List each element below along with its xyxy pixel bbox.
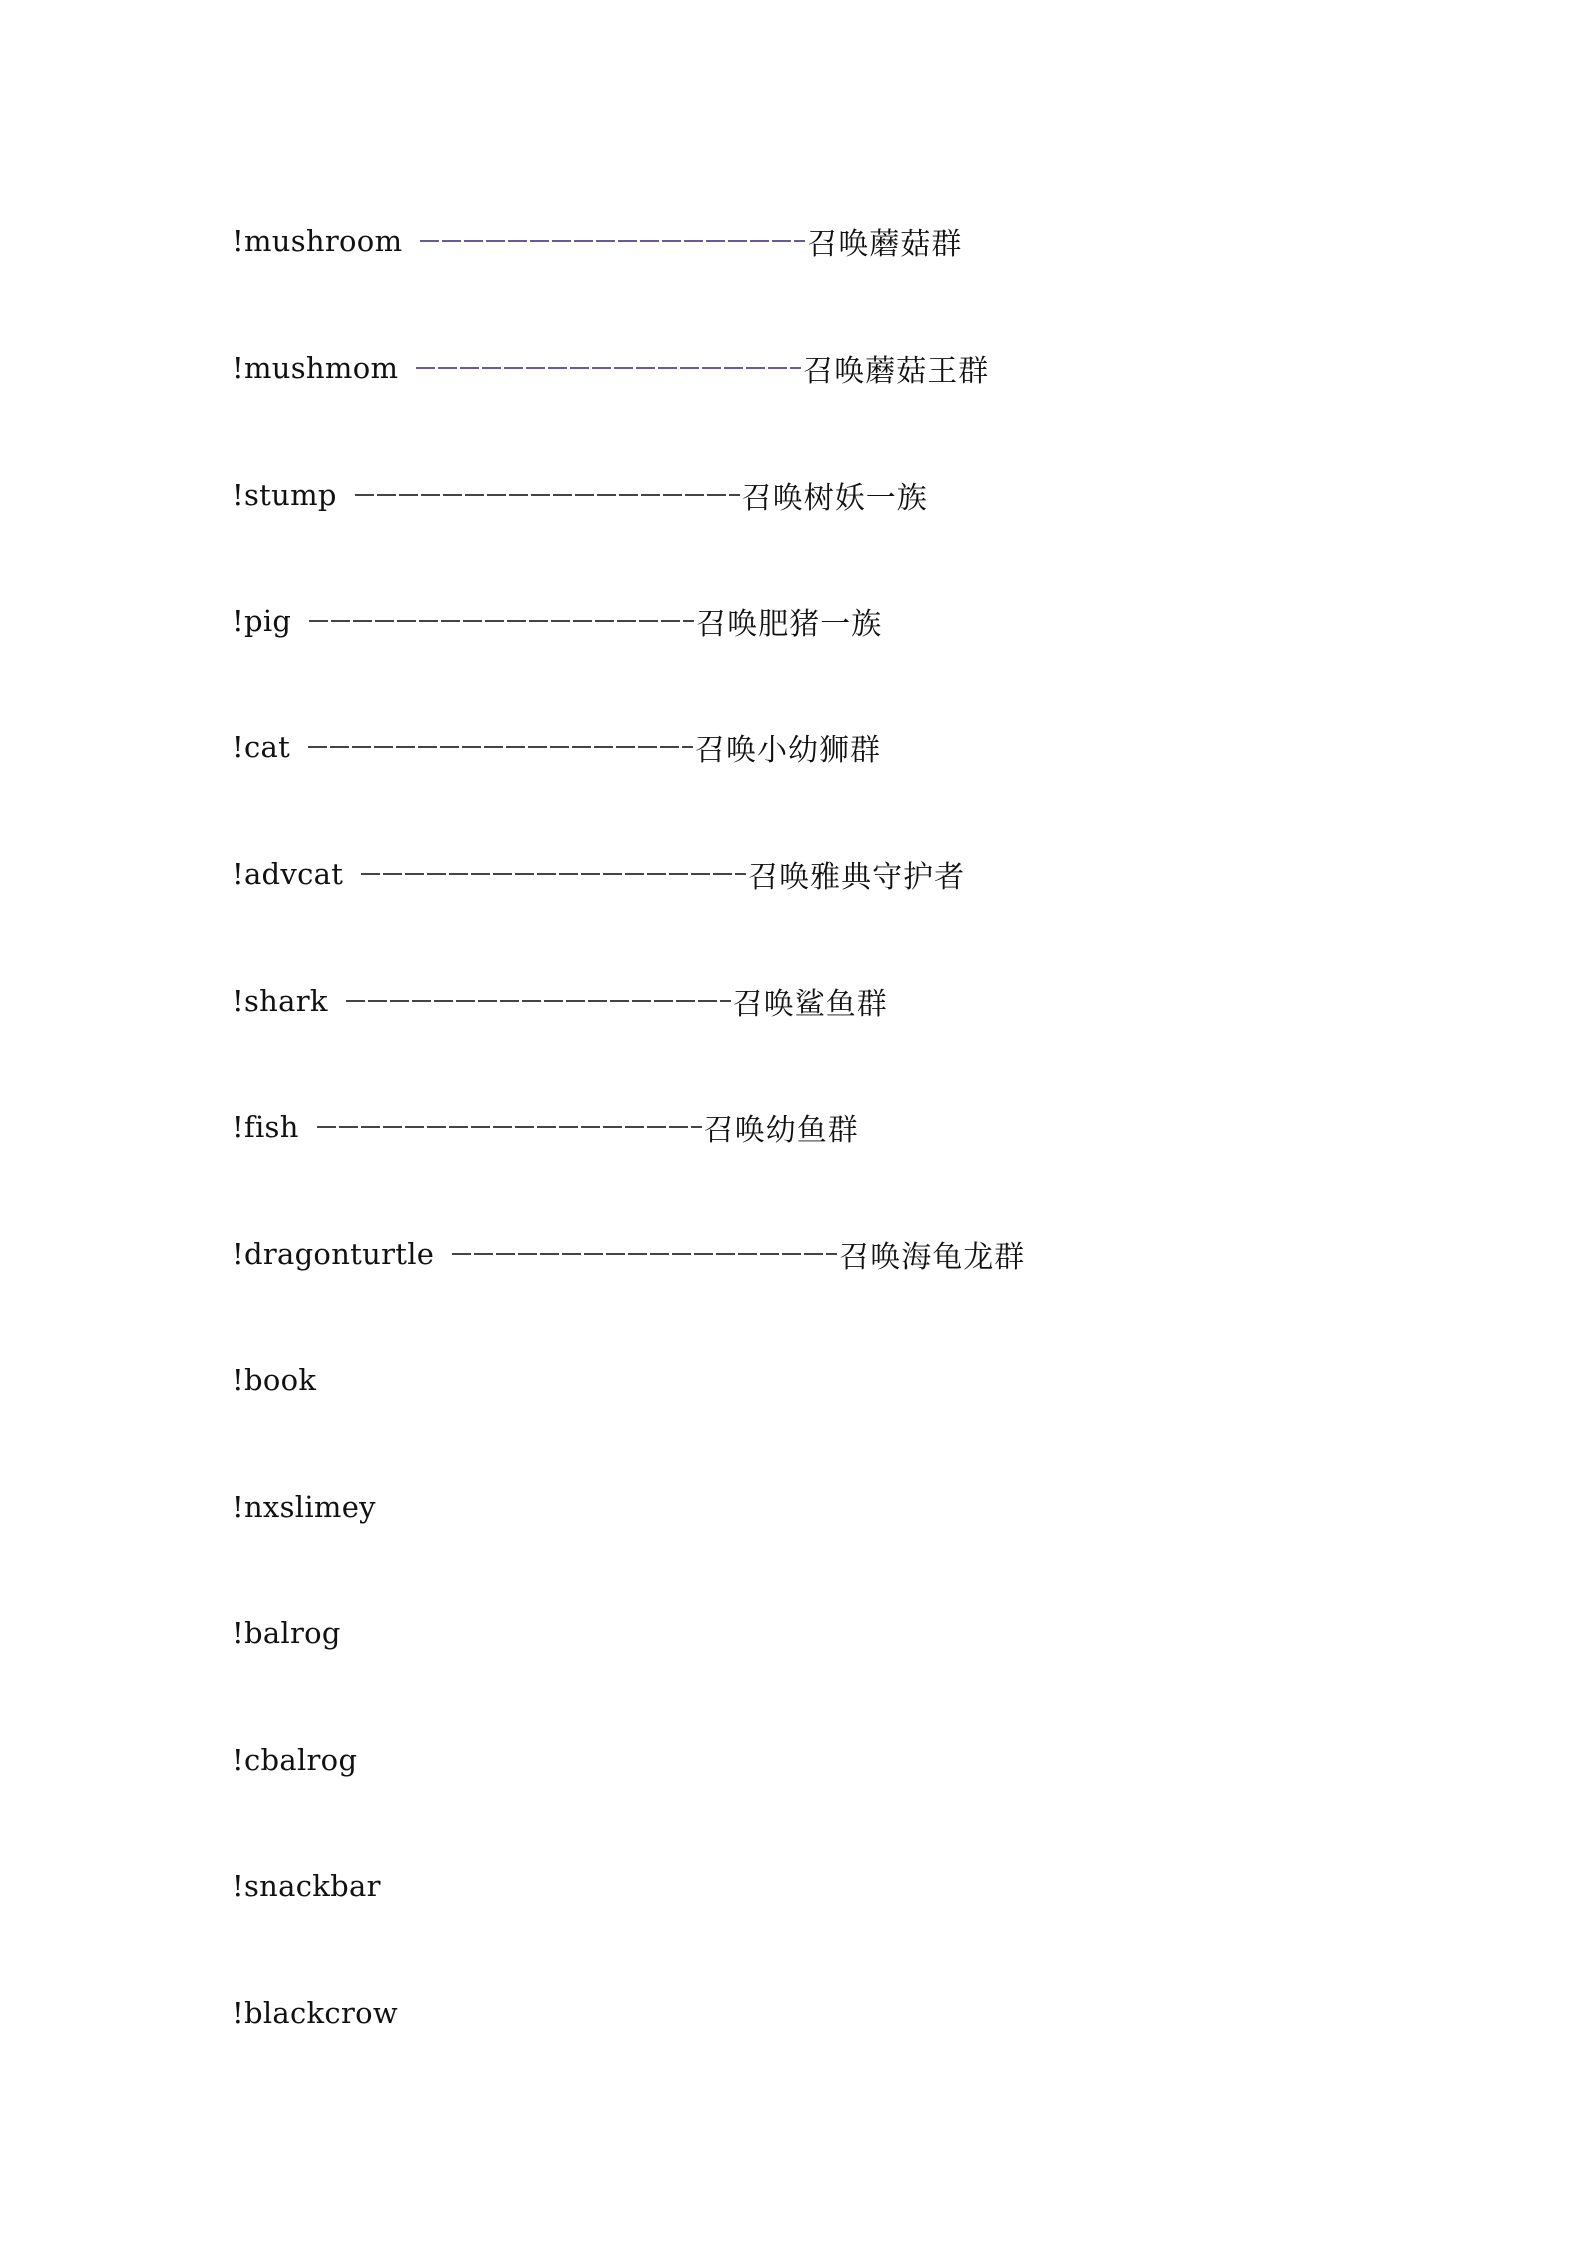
command-text: !nxslimey bbox=[232, 1490, 376, 1524]
command-text: !dragonturtle bbox=[232, 1237, 435, 1271]
command-text: !fish bbox=[232, 1110, 299, 1144]
dash-separator bbox=[346, 1000, 731, 1002]
dash-separator bbox=[361, 873, 746, 875]
command-line-dragonturtle bbox=[232, 1232, 1025, 1276]
command-text: !balrog bbox=[232, 1616, 341, 1650]
command-description: 召唤小幼狮群 bbox=[695, 733, 882, 768]
command-line-pig bbox=[232, 599, 882, 643]
command-line-shark bbox=[232, 979, 888, 1023]
command-text: !cbalrog bbox=[232, 1743, 358, 1777]
dash-separator bbox=[355, 494, 740, 496]
command-text: !book bbox=[232, 1363, 317, 1397]
command-text: !blackcrow bbox=[232, 1996, 398, 2030]
command-text: !mushroom bbox=[232, 224, 403, 258]
command-text: !pig bbox=[232, 604, 292, 638]
command-line-blackcrow bbox=[232, 1991, 398, 2035]
command-line-book bbox=[232, 1358, 316, 1402]
command-text: !cat bbox=[232, 730, 291, 764]
command-line-stump bbox=[232, 473, 928, 517]
command-text: !mushmom bbox=[232, 351, 399, 385]
command-text: !advcat bbox=[232, 857, 344, 891]
command-line-snackbar bbox=[232, 1864, 381, 1908]
command-description: 召唤肥猪一族 bbox=[696, 607, 883, 642]
command-text: !stump bbox=[232, 478, 337, 512]
command-line-mushroom bbox=[232, 219, 962, 263]
command-line-balrog bbox=[232, 1611, 341, 1655]
command-line-cat bbox=[232, 725, 881, 769]
command-line-fish bbox=[232, 1105, 859, 1149]
dash-separator bbox=[416, 367, 801, 369]
command-description: 召唤树妖一族 bbox=[741, 481, 928, 516]
dash-separator bbox=[420, 240, 805, 242]
command-description: 召唤海龟龙群 bbox=[839, 1240, 1026, 1275]
command-description: 召唤雅典守护者 bbox=[748, 860, 966, 895]
command-description: 召唤鲨鱼群 bbox=[732, 987, 888, 1022]
dash-separator bbox=[308, 746, 693, 748]
dash-separator bbox=[452, 1253, 837, 1255]
command-line-nxslimey bbox=[232, 1485, 376, 1529]
command-line-cbalrog bbox=[232, 1738, 357, 1782]
command-description: 召唤蘑菇王群 bbox=[803, 354, 990, 389]
command-text: !snackbar bbox=[232, 1869, 381, 1903]
command-line-advcat bbox=[232, 852, 965, 896]
dash-separator bbox=[317, 1126, 702, 1128]
command-text: !shark bbox=[232, 984, 328, 1018]
command-description: 召唤幼鱼群 bbox=[703, 1113, 859, 1148]
command-description: 召唤蘑菇群 bbox=[807, 227, 963, 262]
command-line-mushmom bbox=[232, 346, 989, 390]
dash-separator bbox=[309, 620, 694, 622]
